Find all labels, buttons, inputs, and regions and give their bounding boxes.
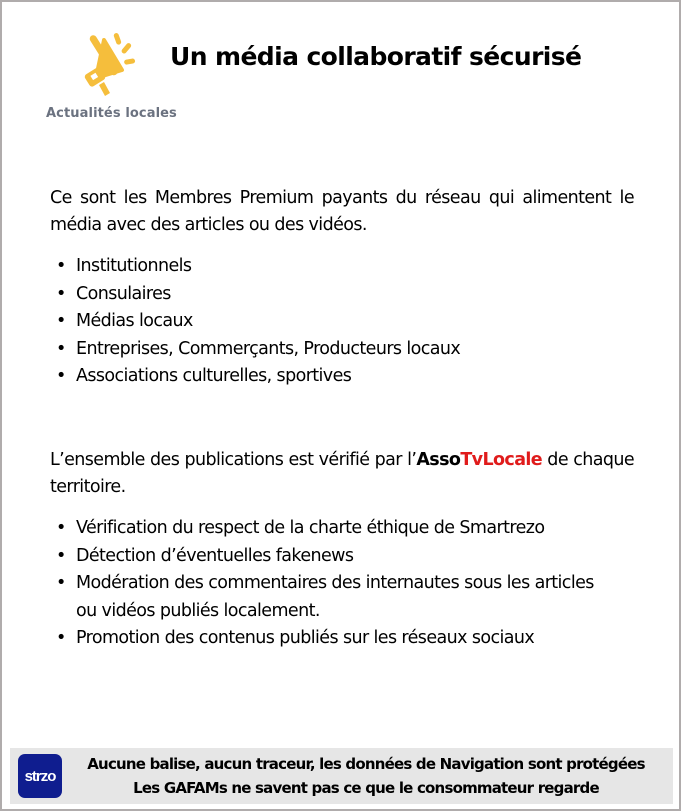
brand-tvlocale: TvLocale <box>460 450 543 470</box>
list-item: • Associations culturelles, sportives <box>56 366 352 386</box>
page-title: Un média collaboratif sécurisé <box>170 42 582 71</box>
verification-list <box>50 515 650 653</box>
list-item: • Modération des commentaires des internautes sous les articles ou vidéos publiés localement. <box>56 573 594 621</box>
brand-asso: Asso <box>416 450 461 470</box>
list-item: • Promotion des contenus publiés sur les réseaux sociaux <box>56 628 535 648</box>
list-item: • Consulaires <box>56 283 171 304</box>
contributors-list <box>50 253 650 391</box>
intro-paragraph: Ce sont les Membres Premium payants du réseau qui alimentent le média avec des articles ou des vidéos. <box>50 188 634 235</box>
logo-caption: Actualités locales <box>46 106 177 121</box>
strzo-logo-icon: strzo <box>18 754 62 798</box>
privacy-line-1: Aucune balise, aucun traceur, les données de Navigation sont protégées <box>87 755 645 773</box>
verification-paragraph: L’ensemble des publications est vérifié par l’AssoTvLocale de chaque territoire. <box>50 450 635 497</box>
megaphone-icon <box>82 30 144 100</box>
privacy-line-2: Les GAFAMs ne savent pas ce que le consommateur regarde <box>133 779 599 797</box>
privacy-banner <box>10 748 673 804</box>
list-item: • Entreprises, Commerçants, Producteurs locaux <box>56 338 461 359</box>
list-item: • Médias locaux <box>56 311 193 331</box>
list-item: • Institutionnels <box>56 256 192 276</box>
list-item: • Détection d’éventuelles fakenews <box>56 545 354 566</box>
list-item: • Vérification du respect de la charte éthique de Smartrezo <box>56 518 545 538</box>
privacy-text <box>66 752 666 800</box>
